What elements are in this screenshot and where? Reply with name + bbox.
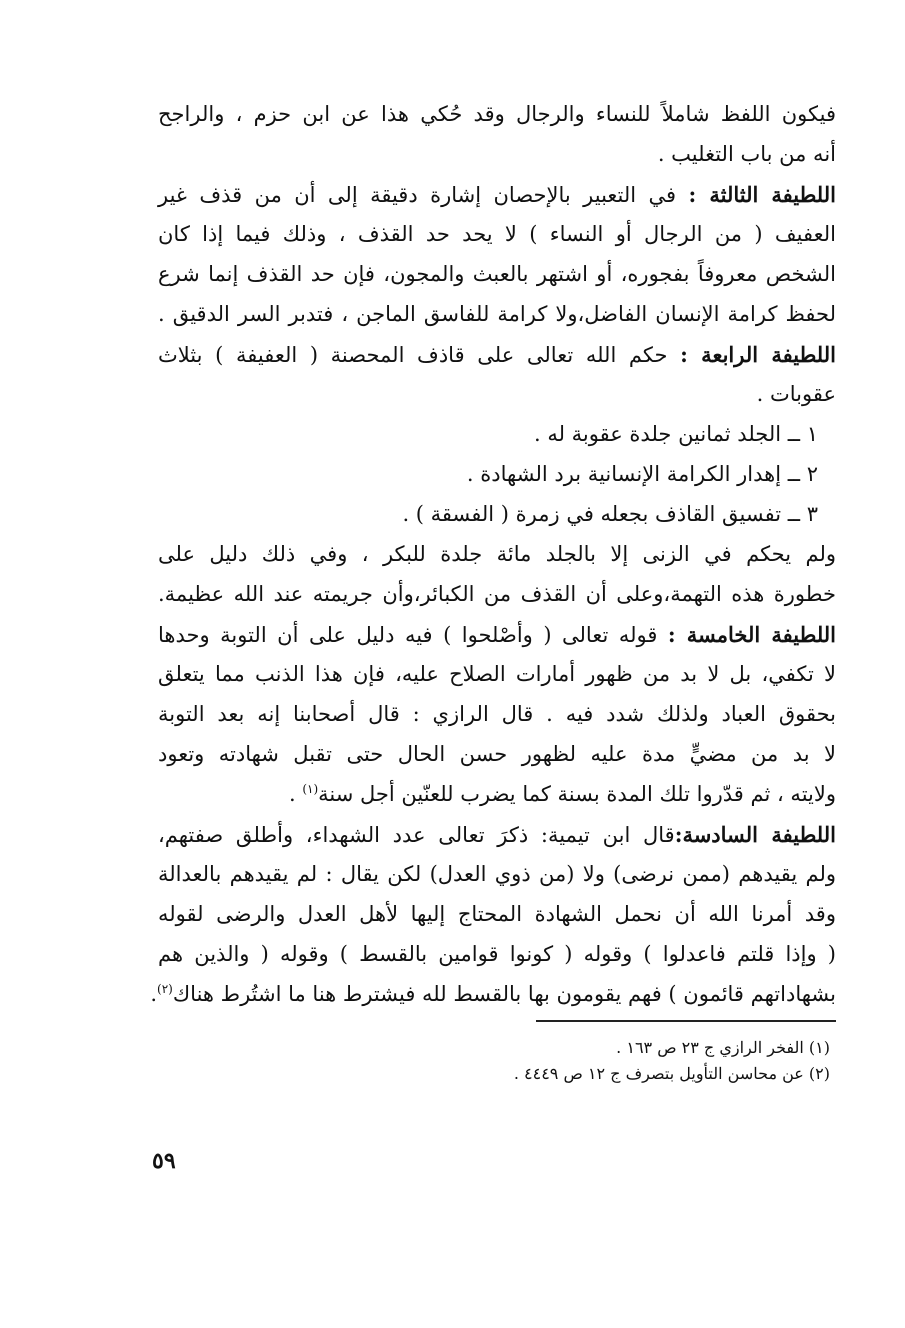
paragraph-1-line-1: فيكون اللفظ شاملاً للنساء والرجال وقد حُكي هذا عن ابن حزم ، والراجح (158, 102, 836, 126)
paragraph-5-heading: اللطيفة الخامسة : (667, 622, 837, 647)
paragraph-5-line-4: لا بد من مضيٍّ مدة عليه لظهور حسن الحال حتى تقبل شهادته وتعود (158, 742, 836, 766)
list-item-3: ٣ ــ تفسيق القاذف بجعله في زمرة ( الفسقة ) . (402, 502, 818, 526)
paragraph-6-last-end: . (150, 982, 158, 1006)
paragraph-2-line-4: لحفظ كرامة الإنسان الفاضل،ولا كرامة للفاسق الماجن ، فتدبر السر الدقيق . (158, 302, 836, 326)
footnote-ref-1[interactable]: (١) (302, 782, 319, 796)
paragraph-2-heading: اللطيفة الثالثة : (688, 182, 836, 207)
paragraph-5-line-2: لا تكفي، بل لا بد من ظهور أمارات الصلاح عليه، فإن هذا الذنب مما يتعلق (158, 662, 836, 686)
paragraph-4-line-1: ولم يحكم في الزنى إلا بالجلد مائة جلدة للبكر ، وفي ذلك دليل على (158, 542, 836, 566)
paragraph-2-line-2: العفيف ( من الرجال أو النساء ) لا يحد حد القذف ، وذلك فيما إذا كان (158, 222, 836, 246)
footnote-2: (٢) عن محاسن التأويل بتصرف ج ١٢ ص ٤٤٤٩ . (513, 1063, 830, 1083)
paragraph-2-line-3: الشخص معروفاً بفجوره، أو اشتهر بالعبث والمجون، فإن حد القذف إنما شرع (158, 262, 836, 286)
paragraph-6-last-text: بشهاداتهم قائمون ) فهم يقومون بها بالقسط لله فيشترط هنا ما اشتُرط هناك (172, 982, 836, 1006)
footnote-divider (536, 1020, 836, 1022)
paragraph-5-line-3: بحقوق العباد ولذلك شدد فيه . قال الرازي : قال أصحابنا إنه بعد التوبة (158, 702, 836, 726)
paragraph-2-line-1 (158, 180, 836, 209)
paragraph-2-line-1-text: في التعبير بالإحصان إشارة دقيقة إلى أن من قذف غير (158, 183, 689, 207)
paragraph-3-line-1-text: حكم الله تعالى على قاذف المحصنة ( العفيفة ) بثلاث (158, 343, 681, 367)
paragraph-6-line-1-text: قال ابن تيمية: ذكرَ تعالى عدد الشهداء، وأطلق صفتهم، (158, 823, 675, 847)
paragraph-4-line-2: خطورة هذه التهمة،وعلى أن القذف من الكبائر،وأن جريمته عند الله عظيمة. (158, 582, 836, 606)
list-item-2: ٢ ــ إهدار الكرامة الإنسانية برد الشهادة . (466, 462, 818, 486)
paragraph-5-last-end: . (288, 782, 303, 806)
paragraph-6-line-3: وقد أمرنا الله أن نحمل الشهادة المحتاج إليها لأهل العدل والرضى لقوله (158, 902, 836, 926)
paragraph-5-line-5 (158, 780, 836, 809)
paragraph-3-heading: اللطيفة الرابعة : (680, 342, 836, 367)
paragraph-6-line-2: ولم يقيدهم (ممن نرضى) ولا (من ذوي العدل) لكن يقال : لم يقيدهم بالعدالة (158, 862, 836, 886)
paragraph-5-line-1-text: قوله تعالى ( وأصْلحوا ) فيه دليل على أن التوبة وحدها (158, 623, 668, 647)
paragraph-5-line-1 (158, 620, 836, 649)
paragraph-3-line-2: عقوبات . (756, 382, 836, 406)
paragraph-5-last-text: ولايته ، ثم قدّروا تلك المدة بسنة كما يضرب للعنّين أجل سنة (318, 782, 836, 806)
document-page (150, 100, 837, 1088)
paragraph-6-line-5 (150, 980, 836, 1009)
list-item-1: ١ ــ الجلد ثمانين جلدة عقوبة له . (533, 422, 818, 446)
paragraph-6-line-1 (158, 820, 836, 849)
paragraph-1-line-2: أنه من باب التغليب . (657, 142, 836, 166)
paragraph-6-heading: اللطيفة السادسة: (674, 822, 836, 847)
page-number: ٥٩ (152, 1148, 176, 1174)
footnote-1: (١) الفخر الرازي ج ٢٣ ص ١٦٣ . (616, 1037, 830, 1057)
footnote-ref-2[interactable]: (٢) (157, 982, 173, 996)
paragraph-3-line-1 (158, 340, 836, 369)
paragraph-6-line-4: ( وإذا قلتم فاعدلوا ) وقوله ( كونوا قوامين بالقسط ) وقوله ( والذين هم (158, 942, 836, 966)
